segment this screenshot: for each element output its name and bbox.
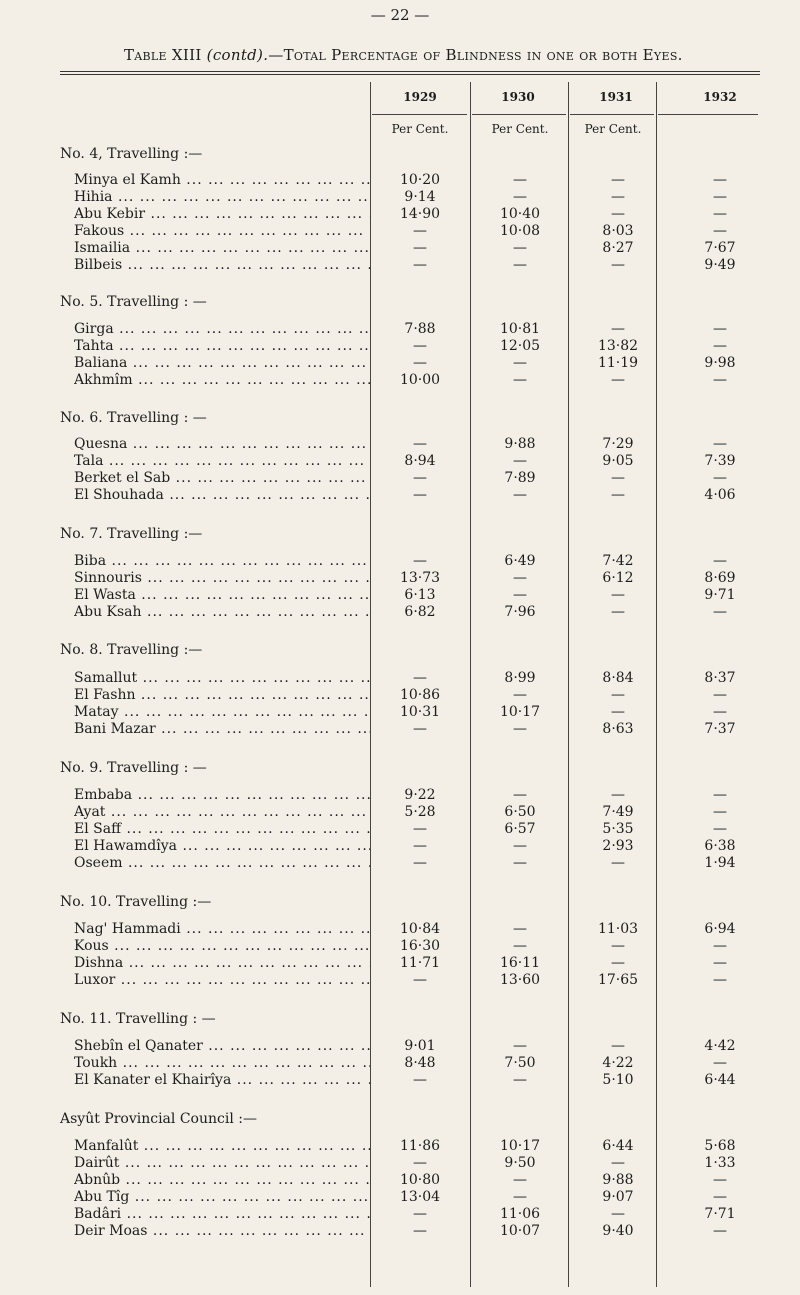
value-1930: — bbox=[513, 372, 527, 388]
location-name: Quesna ... . bbox=[74, 435, 370, 453]
value-1931: 9·40 bbox=[602, 1223, 634, 1239]
value-1932: 8·37 bbox=[704, 670, 736, 686]
table-row bbox=[0, 371, 800, 389]
section-title: No. 9. Travelling : — bbox=[60, 760, 207, 776]
value-1931: 8·27 bbox=[602, 240, 634, 256]
table-row bbox=[0, 337, 800, 355]
table-row bbox=[0, 256, 800, 274]
value-1932: — bbox=[713, 687, 727, 703]
value-1932: — bbox=[713, 1055, 727, 1071]
value-1930: 8·99 bbox=[504, 670, 536, 686]
value-1930: — bbox=[513, 855, 527, 871]
value-1931: 7·29 bbox=[602, 436, 634, 452]
location-name: Embaba ... . bbox=[74, 786, 370, 804]
location-name: Abnûb ... . bbox=[74, 1171, 370, 1189]
value-1931: 7·49 bbox=[602, 804, 634, 820]
value-1929: 6·82 bbox=[404, 604, 436, 620]
top-rule-double bbox=[60, 74, 760, 75]
location-name: El Hawamdîya ... . bbox=[74, 837, 370, 855]
value-1932: 5·68 bbox=[704, 1138, 736, 1154]
value-1929: 10·80 bbox=[399, 1172, 441, 1188]
value-1929: — bbox=[413, 1072, 427, 1088]
value-1929: 9·22 bbox=[404, 787, 436, 803]
value-1930: — bbox=[513, 172, 527, 188]
location-name: Oseem ... . bbox=[74, 854, 370, 872]
value-1930: — bbox=[513, 1172, 527, 1188]
page-number: — 22 — bbox=[370, 6, 430, 24]
value-1931: — bbox=[611, 938, 625, 954]
table-title: —Total Percentage of Blindness in one or both Eyes. bbox=[268, 46, 683, 64]
section-title: No. 7. Travelling :— bbox=[60, 526, 203, 542]
value-1931: — bbox=[611, 787, 625, 803]
location-name: Abu Ksah ... . bbox=[74, 603, 370, 621]
value-1931: — bbox=[611, 257, 625, 273]
value-1929: 10·31 bbox=[399, 704, 441, 720]
section-title: Asyût Provincial Council :— bbox=[60, 1111, 257, 1127]
value-1931: 13·82 bbox=[597, 338, 639, 354]
location-name: Kous ... . bbox=[74, 937, 370, 955]
value-1929: — bbox=[413, 338, 427, 354]
value-1929: 7·88 bbox=[404, 321, 436, 337]
table-row bbox=[0, 188, 800, 206]
table-row bbox=[0, 205, 800, 223]
location-name: Badâri ... . bbox=[74, 1205, 370, 1223]
location-name: Akhmîm ... . bbox=[74, 371, 370, 389]
value-1929: — bbox=[413, 436, 427, 452]
table-row bbox=[0, 854, 800, 872]
location-name: Abu Kebir ... . bbox=[74, 205, 370, 223]
value-1929: 13·73 bbox=[399, 570, 441, 586]
value-1931: 11·19 bbox=[597, 355, 639, 371]
value-1931: 6·44 bbox=[602, 1138, 634, 1154]
table-row bbox=[0, 435, 800, 453]
value-1931: 8·03 bbox=[602, 223, 634, 239]
table-row bbox=[0, 486, 800, 504]
table-row bbox=[0, 1171, 800, 1189]
table-row bbox=[0, 171, 800, 189]
value-1929: 10·00 bbox=[399, 372, 441, 388]
value-1931: 8·84 bbox=[602, 670, 634, 686]
value-1931: 4·22 bbox=[602, 1055, 634, 1071]
value-1929: 5·28 bbox=[404, 804, 436, 820]
table-row bbox=[0, 686, 800, 704]
section-title: No. 10. Travelling :— bbox=[60, 894, 212, 910]
value-1930: 7·89 bbox=[504, 470, 536, 486]
table-row bbox=[0, 354, 800, 372]
value-1929: — bbox=[413, 487, 427, 503]
year-header: 1929 bbox=[403, 90, 437, 104]
value-1932: 9·98 bbox=[704, 355, 736, 371]
value-1929: — bbox=[413, 821, 427, 837]
location-name: Hihia ... . bbox=[74, 188, 370, 206]
table-caption bbox=[124, 46, 683, 64]
value-1932: 7·37 bbox=[704, 721, 736, 737]
value-1930: — bbox=[513, 570, 527, 586]
header-rule bbox=[472, 114, 566, 115]
table-row bbox=[0, 1137, 800, 1155]
value-1932: 9·49 bbox=[704, 257, 736, 273]
location-name: Samallut ... . bbox=[74, 669, 370, 687]
location-name: Abu Tîg ... . bbox=[74, 1188, 370, 1206]
section-title: No. 11. Travelling : — bbox=[60, 1011, 216, 1027]
value-1932: 1·33 bbox=[704, 1155, 736, 1171]
location-name: Tala ... . bbox=[74, 452, 370, 470]
value-1930: — bbox=[513, 938, 527, 954]
location-name: El Shouhada ... . bbox=[74, 486, 370, 504]
value-1929: 9·01 bbox=[404, 1038, 436, 1054]
value-1932: — bbox=[713, 1189, 727, 1205]
section-title: No. 8. Travelling :— bbox=[60, 642, 203, 658]
location-name: Sinnouris ... . bbox=[74, 569, 370, 587]
value-1929: — bbox=[413, 1155, 427, 1171]
value-1932: 6·94 bbox=[704, 921, 736, 937]
value-1932: — bbox=[713, 787, 727, 803]
value-1930: 9·50 bbox=[504, 1155, 536, 1171]
value-1930: — bbox=[513, 787, 527, 803]
location-name: El Fashn ... . bbox=[74, 686, 370, 704]
value-1930: 13·60 bbox=[499, 972, 541, 988]
value-1931: — bbox=[611, 1206, 625, 1222]
table-row bbox=[0, 222, 800, 240]
unit-label: Per Cent. bbox=[491, 122, 549, 136]
value-1932: 1·94 bbox=[704, 855, 736, 871]
location-name: Ayat ... . bbox=[74, 803, 370, 821]
value-1931: 8·63 bbox=[602, 721, 634, 737]
value-1929: — bbox=[413, 355, 427, 371]
value-1931: — bbox=[611, 470, 625, 486]
value-1931: 2·93 bbox=[602, 838, 634, 854]
location-name: Shebîn el Qanater ... . bbox=[74, 1037, 370, 1055]
header-rule bbox=[658, 114, 758, 115]
location-name: Bilbeis ... . bbox=[74, 256, 370, 274]
table-row bbox=[0, 820, 800, 838]
location-name: El Kanater el Khairîya ... . bbox=[74, 1071, 370, 1089]
value-1932: — bbox=[713, 338, 727, 354]
value-1932: — bbox=[713, 553, 727, 569]
table-row bbox=[0, 1037, 800, 1055]
table-row bbox=[0, 1188, 800, 1206]
table-contd: (contd). bbox=[206, 46, 269, 64]
value-1932: — bbox=[713, 804, 727, 820]
value-1932: 7·71 bbox=[704, 1206, 736, 1222]
value-1930: — bbox=[513, 487, 527, 503]
table-row bbox=[0, 1054, 800, 1072]
table-row bbox=[0, 1071, 800, 1089]
value-1932: — bbox=[713, 604, 727, 620]
value-1931: — bbox=[611, 855, 625, 871]
value-1931: — bbox=[611, 604, 625, 620]
value-1930: 6·57 bbox=[504, 821, 536, 837]
value-1930: — bbox=[513, 1189, 527, 1205]
location-name: Girga ... . bbox=[74, 320, 370, 338]
value-1932: 4·42 bbox=[704, 1038, 736, 1054]
value-1929: 8·94 bbox=[404, 453, 436, 469]
value-1932: 6·38 bbox=[704, 838, 736, 854]
value-1929: — bbox=[413, 470, 427, 486]
value-1931: — bbox=[611, 372, 625, 388]
value-1930: 9·88 bbox=[504, 436, 536, 452]
table-row bbox=[0, 954, 800, 972]
value-1930: 7·50 bbox=[504, 1055, 536, 1071]
table-row bbox=[0, 1205, 800, 1223]
value-1931: 9·07 bbox=[602, 1189, 634, 1205]
value-1930: — bbox=[513, 1072, 527, 1088]
value-1931: — bbox=[611, 172, 625, 188]
header-rule bbox=[372, 114, 467, 115]
table-row bbox=[0, 552, 800, 570]
value-1930: 7·96 bbox=[504, 604, 536, 620]
value-1932: — bbox=[713, 955, 727, 971]
location-name: Bani Mazar ... . bbox=[74, 720, 370, 738]
table-label: Table XIII bbox=[124, 46, 202, 64]
location-name: Manfalût ... . bbox=[74, 1137, 370, 1155]
value-1930: — bbox=[513, 257, 527, 273]
value-1931: 9·05 bbox=[602, 453, 634, 469]
location-name: Biba ... . bbox=[74, 552, 370, 570]
table-row bbox=[0, 837, 800, 855]
table-row bbox=[0, 239, 800, 257]
section-title: No. 6. Travelling : — bbox=[60, 410, 207, 426]
value-1931: 11·03 bbox=[597, 921, 639, 937]
table-row bbox=[0, 703, 800, 721]
location-name: Luxor ... . bbox=[74, 971, 370, 989]
location-name: Tahta ... . bbox=[74, 337, 370, 355]
table-row bbox=[0, 603, 800, 621]
unit-label: Per Cent. bbox=[584, 122, 642, 136]
value-1931: — bbox=[611, 687, 625, 703]
year-header: 1931 bbox=[599, 90, 633, 104]
location-name: Matay ... . bbox=[74, 703, 370, 721]
value-1930: 6·49 bbox=[504, 553, 536, 569]
year-header: 1930 bbox=[501, 90, 535, 104]
year-header: 1932 bbox=[703, 90, 737, 104]
value-1931: 7·42 bbox=[602, 553, 634, 569]
value-1929: 8·48 bbox=[404, 1055, 436, 1071]
value-1929: — bbox=[413, 553, 427, 569]
value-1931: — bbox=[611, 487, 625, 503]
location-name: Berket el Sab ... . bbox=[74, 469, 370, 487]
location-name: Fakous ... . bbox=[74, 222, 370, 240]
value-1931: — bbox=[611, 587, 625, 603]
table-row bbox=[0, 803, 800, 821]
table-row bbox=[0, 1154, 800, 1172]
value-1932: 8·69 bbox=[704, 570, 736, 586]
value-1930: 11·06 bbox=[499, 1206, 541, 1222]
value-1932: — bbox=[713, 972, 727, 988]
value-1929: — bbox=[413, 223, 427, 239]
value-1930: — bbox=[513, 838, 527, 854]
value-1932: 4·06 bbox=[704, 487, 736, 503]
header-rule bbox=[570, 114, 654, 115]
location-name: Baliana ... . bbox=[74, 354, 370, 372]
value-1929: 16·30 bbox=[399, 938, 441, 954]
table-row bbox=[0, 920, 800, 938]
value-1929: — bbox=[413, 1206, 427, 1222]
value-1932: — bbox=[713, 172, 727, 188]
value-1929: 10·20 bbox=[399, 172, 441, 188]
value-1931: — bbox=[611, 1155, 625, 1171]
value-1930: 6·50 bbox=[504, 804, 536, 820]
value-1929: 10·86 bbox=[399, 687, 441, 703]
value-1930: 10·08 bbox=[499, 223, 541, 239]
value-1930: — bbox=[513, 721, 527, 737]
value-1932: — bbox=[713, 821, 727, 837]
table-row bbox=[0, 569, 800, 587]
table-row bbox=[0, 320, 800, 338]
value-1930: 12·05 bbox=[499, 338, 541, 354]
value-1932: — bbox=[713, 470, 727, 486]
table-row bbox=[0, 452, 800, 470]
value-1931: 9·88 bbox=[602, 1172, 634, 1188]
table-row bbox=[0, 669, 800, 687]
value-1929: 11·86 bbox=[399, 1138, 441, 1154]
location-name: Dairût ... . bbox=[74, 1154, 370, 1172]
value-1930: — bbox=[513, 355, 527, 371]
location-name: El Saff ... . bbox=[74, 820, 370, 838]
value-1929: 9·14 bbox=[404, 189, 436, 205]
value-1930: — bbox=[513, 453, 527, 469]
location-name: Toukh ... . bbox=[74, 1054, 370, 1072]
table-row bbox=[0, 720, 800, 738]
value-1930: — bbox=[513, 921, 527, 937]
value-1932: 7·67 bbox=[704, 240, 736, 256]
table-row bbox=[0, 971, 800, 989]
location-name: Nag' Hammadi ... . bbox=[74, 920, 370, 938]
value-1931: — bbox=[611, 1038, 625, 1054]
value-1930: 10·07 bbox=[499, 1223, 541, 1239]
value-1931: 5·35 bbox=[602, 821, 634, 837]
value-1930: — bbox=[513, 1038, 527, 1054]
value-1929: — bbox=[413, 855, 427, 871]
table-row bbox=[0, 1222, 800, 1240]
top-rule bbox=[60, 71, 760, 72]
value-1932: — bbox=[713, 223, 727, 239]
value-1929: — bbox=[413, 838, 427, 854]
location-name: Dishna ... . bbox=[74, 954, 370, 972]
value-1932: — bbox=[713, 206, 727, 222]
location-name: Deir Moas ... . bbox=[74, 1222, 370, 1240]
value-1931: — bbox=[611, 955, 625, 971]
value-1932: 6·44 bbox=[704, 1072, 736, 1088]
value-1929: — bbox=[413, 670, 427, 686]
unit-label: Per Cent. bbox=[391, 122, 449, 136]
section-title: No. 5. Travelling : — bbox=[60, 294, 207, 310]
value-1930: 10·40 bbox=[499, 206, 541, 222]
value-1932: — bbox=[713, 372, 727, 388]
value-1932: 7·39 bbox=[704, 453, 736, 469]
value-1930: 10·17 bbox=[499, 704, 541, 720]
table-row bbox=[0, 786, 800, 804]
value-1929: — bbox=[413, 1223, 427, 1239]
location-name: Minya el Kamh ... . bbox=[74, 171, 370, 189]
value-1929: 10·84 bbox=[399, 921, 441, 937]
value-1932: — bbox=[713, 436, 727, 452]
value-1929: 6·13 bbox=[404, 587, 436, 603]
table-row bbox=[0, 937, 800, 955]
value-1931: 5·10 bbox=[602, 1072, 634, 1088]
value-1930: — bbox=[513, 687, 527, 703]
value-1929: — bbox=[413, 257, 427, 273]
location-name: El Wasta ... . bbox=[74, 586, 370, 604]
value-1929: 14·90 bbox=[399, 206, 441, 222]
value-1931: 6·12 bbox=[602, 570, 634, 586]
value-1930: 16·11 bbox=[499, 955, 541, 971]
value-1929: — bbox=[413, 721, 427, 737]
value-1932: — bbox=[713, 1172, 727, 1188]
value-1932: — bbox=[713, 189, 727, 205]
table-row bbox=[0, 586, 800, 604]
value-1932: — bbox=[713, 321, 727, 337]
value-1932: 9·71 bbox=[704, 587, 736, 603]
value-1930: 10·81 bbox=[499, 321, 541, 337]
value-1932: — bbox=[713, 704, 727, 720]
value-1932: — bbox=[713, 938, 727, 954]
value-1932: — bbox=[713, 1223, 727, 1239]
section-title: No. 4, Travelling :— bbox=[60, 146, 203, 162]
value-1929: 13·04 bbox=[399, 1189, 441, 1205]
value-1931: — bbox=[611, 321, 625, 337]
table-row bbox=[0, 469, 800, 487]
value-1930: — bbox=[513, 240, 527, 256]
value-1930: 10·17 bbox=[499, 1138, 541, 1154]
value-1929: — bbox=[413, 240, 427, 256]
value-1930: — bbox=[513, 587, 527, 603]
value-1931: — bbox=[611, 704, 625, 720]
value-1931: 17·65 bbox=[597, 972, 639, 988]
value-1931: — bbox=[611, 206, 625, 222]
value-1930: — bbox=[513, 189, 527, 205]
value-1929: 11·71 bbox=[399, 955, 441, 971]
location-name: Ismailia ... . bbox=[74, 239, 370, 257]
value-1931: — bbox=[611, 189, 625, 205]
value-1929: — bbox=[413, 972, 427, 988]
